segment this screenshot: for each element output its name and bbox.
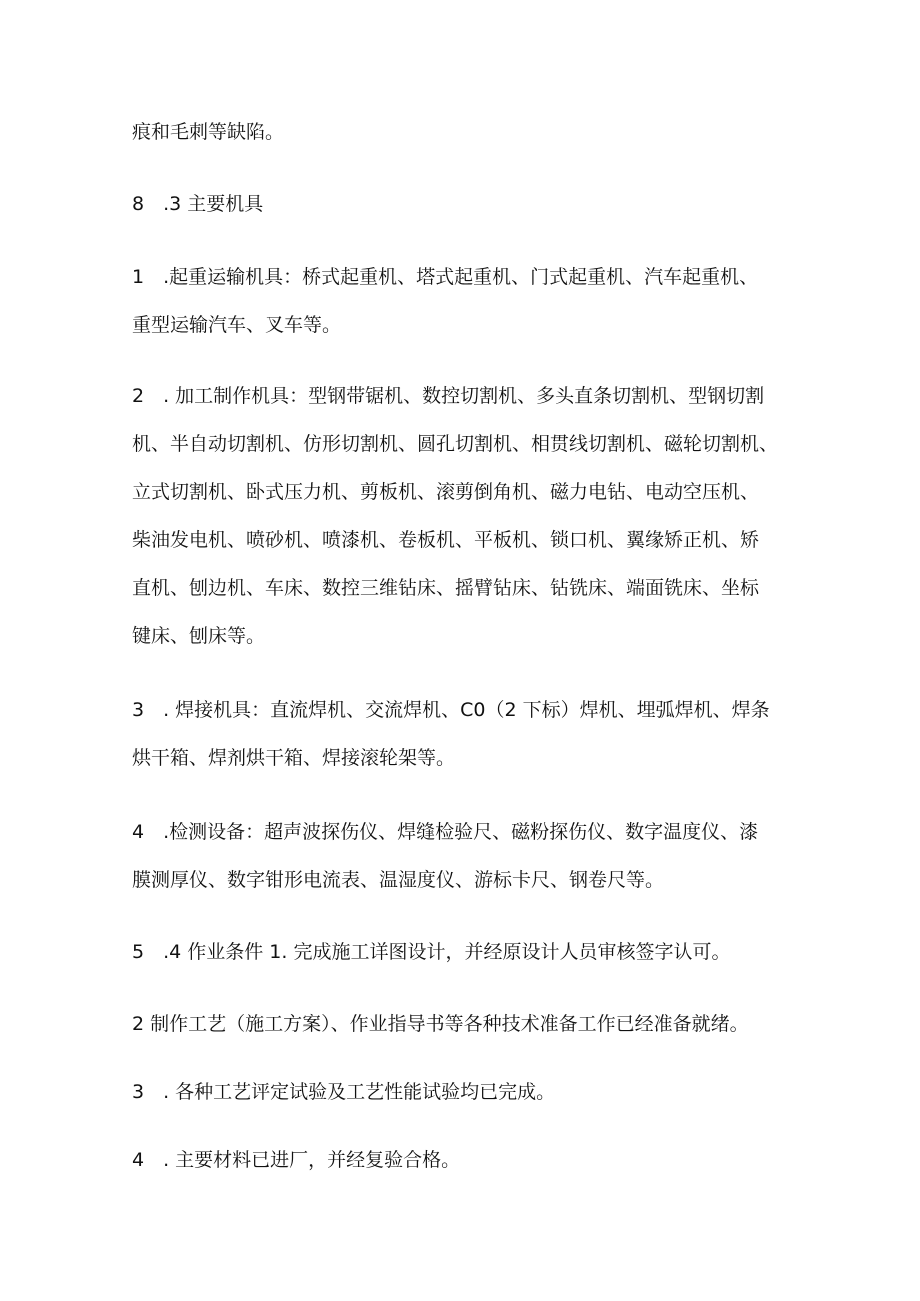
text-line: 3 . 焊接机具：直流焊机、交流焊机、C0（2 下标）焊机、埋弧焊机、焊条 [132,699,770,721]
list-item-material-inspection [132,1136,812,1184]
list-item-process-evaluation [132,1068,812,1116]
text-line: 5 .4 作业条件 1. 完成施工详图设计，并经原设计人员审核签字认可。 [132,941,731,963]
text-line: 直机、刨边机、车床、数控三维钻床、摇臂钻床、钻铣床、端面铣床、坐标 [132,577,760,599]
text-line: 重型运输汽车、叉车等。 [132,314,342,336]
section-heading-main-tools [132,180,812,228]
text-line: 膜测厚仪、数字钳形电流表、温湿度仪、游标卡尺、钢卷尺等。 [132,869,665,891]
text-line: 立式切割机、卧式压力机、剪板机、滚剪倒角机、磁力电钻、电动空压机、 [132,481,760,503]
text-line: 2 . 加工制作机具：型钢带锯机、数控切割机、多头直条切割机、型钢切割 [132,385,765,407]
paragraph-defects-continuation [132,108,812,156]
text-line: 痕和毛刺等缺陷。 [132,121,285,143]
list-item-process-preparation [132,1000,812,1048]
list-item-testing-equipment [132,808,812,904]
list-item-welding-tools [132,686,812,782]
text-line: 烘干箱、焊剂烘干箱、焊接滚轮架等。 [132,747,456,769]
text-line: 4 . 主要材料已进厂，并经复验合格。 [132,1149,461,1171]
section-heading-work-conditions [132,928,812,976]
text-line: 8 .3 主要机具 [132,193,264,215]
text-line: 4 .检测设备：超声波探伤仪、焊缝检验尺、磁粉探伤仪、数字温度仪、漆 [132,821,759,843]
text-line: 1 .起重运输机具：桥式起重机、塔式起重机、门式起重机、汽车起重机、 [132,266,759,288]
text-line: 机、半自动切割机、仿形切割机、圆孔切割机、相贯线切割机、磁轮切割机、 [132,433,779,455]
list-item-fabrication-tools [132,372,812,660]
text-line: 柴油发电机、喷砂机、喷漆机、卷板机、平板机、锁口机、翼缘矫正机、矫 [132,529,760,551]
text-line: 3 . 各种工艺评定试验及工艺性能试验均已完成。 [132,1081,556,1103]
list-item-lifting-tools [132,253,812,349]
text-line: 2 制作工艺（施工方案）、作业指导书等各种技术准备工作已经准备就绪。 [132,1013,749,1035]
text-line: 键床、刨床等。 [132,625,266,647]
